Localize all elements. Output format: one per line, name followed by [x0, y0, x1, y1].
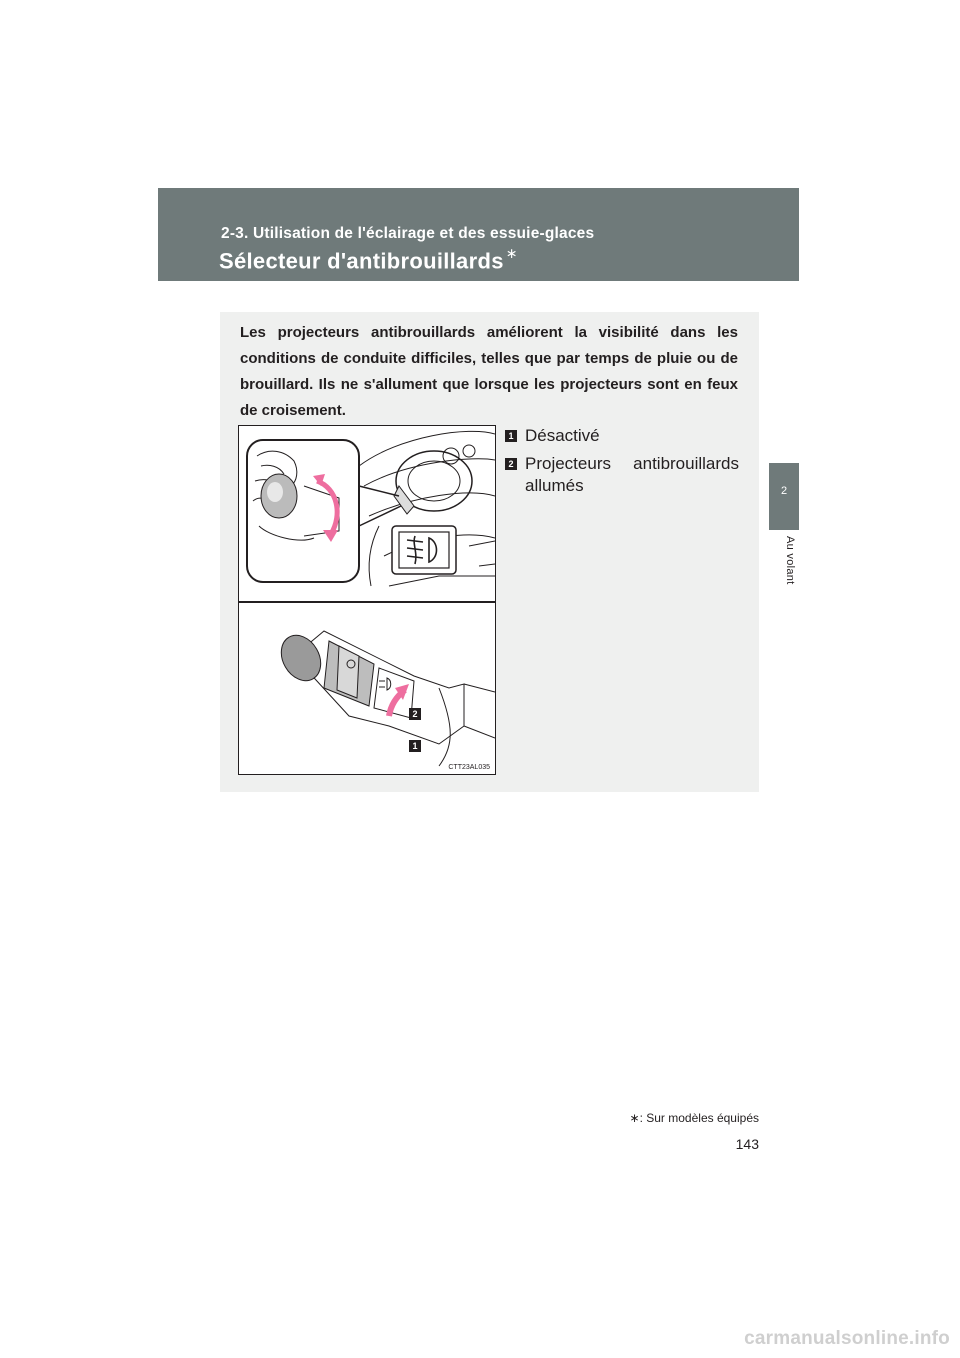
legend-text: Désactivé	[525, 426, 600, 445]
equipped-marker: ∗	[505, 245, 518, 261]
callout-1: 1	[412, 741, 418, 751]
legend-number: 1	[505, 430, 517, 442]
page-title-text: Sélecteur d'antibrouillards	[219, 248, 504, 274]
content-box	[220, 312, 759, 792]
callout-2: 2	[412, 709, 418, 719]
page-number: 143	[735, 1136, 759, 1152]
footnote: ∗: Sur modèles équipés	[629, 1111, 759, 1125]
chapter-number: 2	[780, 485, 788, 497]
page-title	[219, 247, 518, 274]
illustration-drawing	[239, 426, 495, 774]
figure-code: CTT23AL035	[448, 764, 490, 771]
section-label: 2-3. Utilisation de l'éclairage et des essuie-glaces	[221, 225, 595, 242]
chapter-name: Au volant	[784, 536, 796, 585]
legend-number: 2	[505, 458, 517, 470]
legend-item-fog-on	[505, 453, 739, 497]
chapter-header	[158, 188, 799, 281]
legend-item-off	[505, 425, 739, 447]
legend-text: Projecteurs antibrouillards allumés	[525, 454, 739, 495]
fog-light-switch-illustration	[238, 425, 496, 775]
intro-paragraph: Les projecteurs antibrouillards améliorent la visibilité dans les conditions de conduite difficiles, telles que par temps de pluie ou de brouillard. Ils ne s'allument que lorsque les projecteurs sont en feux de croisement.	[240, 324, 738, 419]
chapter-tab	[769, 463, 799, 530]
watermark: carmanualsonline.info	[744, 1328, 950, 1349]
legend-list	[505, 425, 739, 503]
